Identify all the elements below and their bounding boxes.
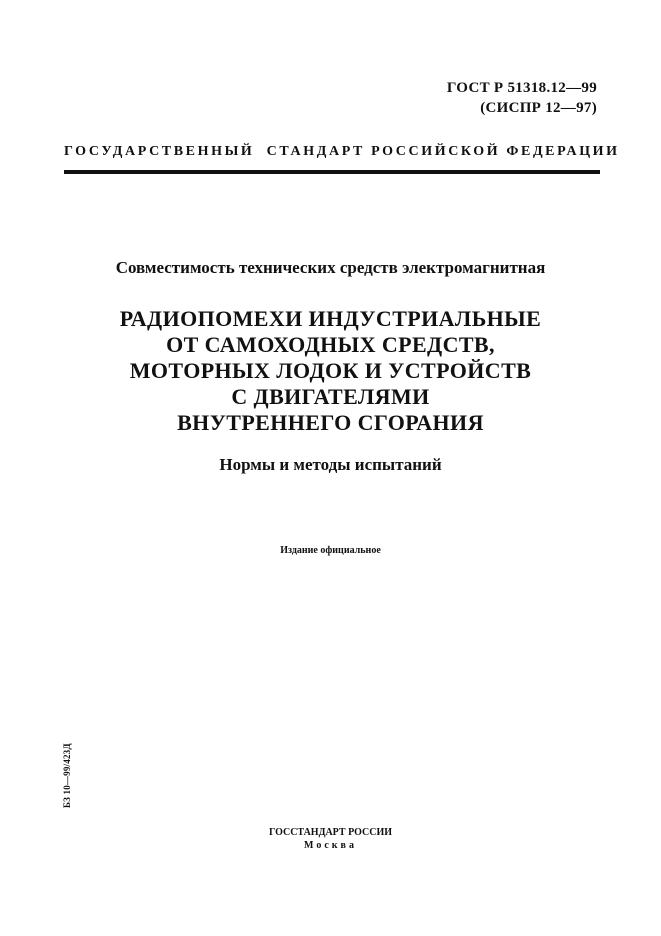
title-line: С ДВИГАТЕЛЯМИ [231,384,430,409]
catalog-code: БЗ 10—99/423Д [62,743,72,808]
publisher-city: Москва [304,840,357,851]
edition-note: Издание официальное [280,545,381,556]
document-title [0,306,661,436]
state-standard-heading: ГОСУДАРСТВЕННЫЙ СТАНДАРТ РОССИЙСКОЙ ФЕДЕРАЦИИ [64,144,620,159]
header-divider [64,170,600,174]
document-subtitle: Нормы и методы испытаний [219,455,442,474]
standard-designation [447,78,597,118]
title-line: ВНУТРЕННЕГО СГОРАНИЯ [177,410,484,435]
title-line: ОТ САМОХОДНЫХ СРЕДСТВ, [166,332,495,357]
document-subject: Совместимость технических средств электромагнитная [115,258,546,277]
publisher-block [0,826,661,852]
standard-number: ГОСТ Р 51318.12—99 [446,80,597,96]
publisher-name: ГОССТАНДАРТ РОССИИ [268,827,393,838]
title-line: РАДИОПОМЕХИ ИНДУСТРИАЛЬНЫЕ [119,306,542,331]
cispr-reference: (СИСПР 12—97) [480,100,597,116]
title-line: МОТОРНЫХ ЛОДОК И УСТРОЙСТВ [129,358,532,383]
